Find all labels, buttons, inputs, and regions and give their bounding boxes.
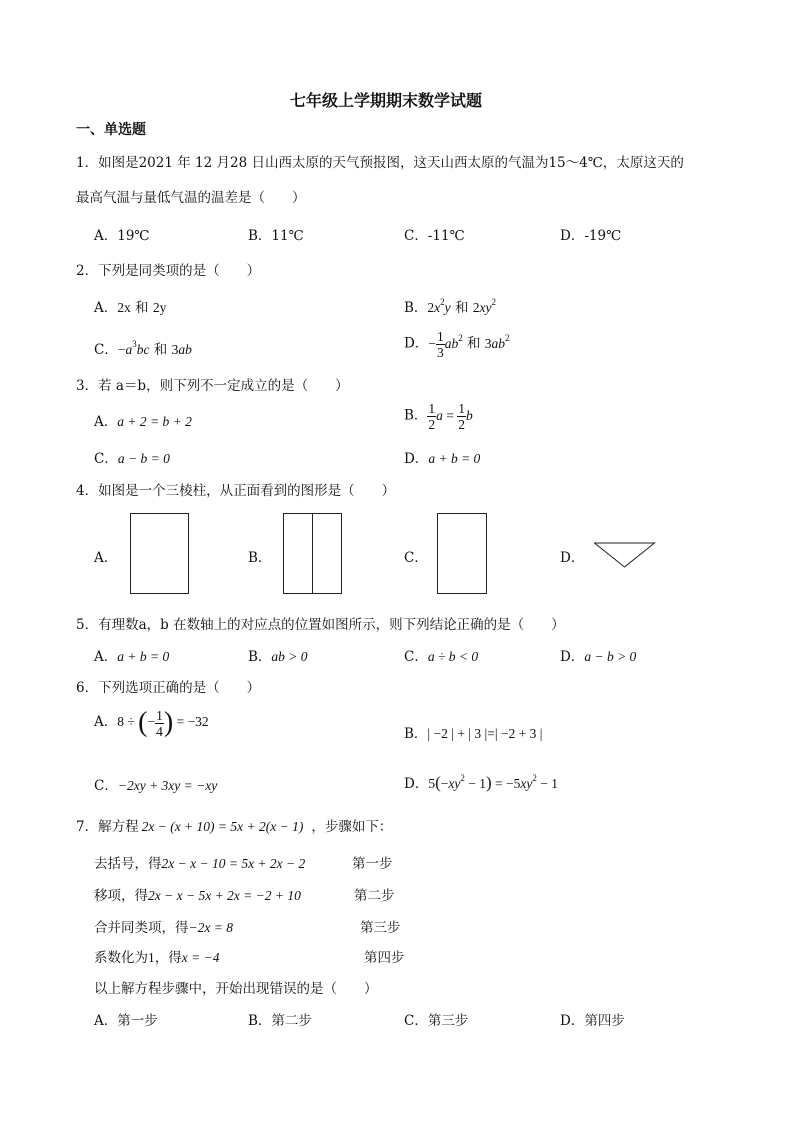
q3-option-b[interactable]: [404, 401, 473, 432]
section-heading: 一、单选题: [76, 122, 146, 138]
q7-step1-expr: 2x − x − 10 = 5x + 2x − 2: [161, 856, 306, 871]
q5-c-expr: a ÷ b < 0: [427, 649, 479, 664]
q1-option-d[interactable]: D．-19℃: [560, 228, 622, 244]
q4-stem: [76, 479, 395, 499]
q2-d-and: 和: [467, 335, 481, 352]
q7-step2-text: 移项，得: [94, 888, 148, 904]
q4-option-a[interactable]: A．: [94, 550, 118, 566]
q5-c-label: C．: [404, 649, 428, 665]
q7-step3: [94, 916, 233, 936]
q5-b-label: B．: [248, 649, 272, 665]
q6-c-label: C．: [94, 778, 118, 794]
q2-number: 2．: [76, 263, 99, 279]
q2-b-and: 和: [454, 300, 469, 316]
q7-option-c[interactable]: C．第三步: [404, 1013, 469, 1029]
q7-step4-text: 系数化为: [94, 950, 148, 966]
q6-b-label: B．: [404, 726, 428, 742]
q2-c-term2: 3ab: [171, 342, 192, 357]
q2-b-term1: $2x^2y$: [427, 297, 451, 315]
q7-step4-expr: x = −4: [181, 950, 220, 965]
q7-stem-a: 解方程: [98, 819, 139, 835]
q3-option-c[interactable]: [94, 447, 170, 467]
q2-stem-text: 下列是同类项的是（ ）: [98, 263, 261, 279]
q6-stem: [76, 676, 260, 696]
q7-option-d[interactable]: D．第四步: [560, 1013, 625, 1029]
q2-option-a[interactable]: [94, 296, 166, 316]
q4-option-d[interactable]: D．: [560, 550, 585, 566]
q3-option-a[interactable]: [94, 410, 192, 430]
q6-option-d[interactable]: [404, 772, 558, 793]
q4-c-rectangle: [438, 514, 487, 594]
q5-option-d[interactable]: [560, 645, 636, 665]
q3-a-label: A．: [94, 414, 118, 430]
q1-line1: [76, 151, 684, 171]
q3-c-label: C．: [94, 451, 118, 467]
q7-step3-expr: −2x = 8: [188, 920, 233, 935]
q5-option-b[interactable]: [248, 645, 308, 665]
q6-number: 6．: [76, 680, 99, 696]
q3-stem-text: 若 a＝b，则下列不一定成立的是（ ）: [98, 378, 349, 394]
q4-d-triangle: [595, 543, 655, 567]
q5-stem-text: 有理数a，b 在数轴上的对应点的位置如图所示，则下列结论正确的是（ ）: [98, 617, 565, 633]
q2-option-b[interactable]: [404, 296, 496, 316]
q5-b-expr: ab > 0: [271, 649, 308, 664]
q5-d-label: D．: [560, 649, 585, 665]
q5-option-c[interactable]: [404, 645, 478, 665]
q1-stem-line2: 最高气温与量低气温的温差是（ ）: [76, 190, 306, 206]
q2-option-c[interactable]: [94, 338, 192, 358]
q4-stem-text: 如图是一个三棱柱，从正面看到的图形是（ ）: [98, 483, 396, 499]
q4-figure-b[interactable]: [283, 513, 343, 595]
q1-option-c[interactable]: C．-11℃: [404, 228, 465, 244]
q7-step2-label: 第二步: [354, 888, 395, 904]
q7-question: 以上解方程步骤中，开始出现错误的是（ ）: [94, 981, 378, 997]
q1-option-a[interactable]: A．19℃: [94, 228, 150, 244]
q6-option-b[interactable]: [404, 722, 542, 742]
q7-step4-label: 第四步: [364, 950, 405, 966]
q3-number: 3．: [76, 378, 99, 394]
q2-d-term1: − $\frac{1}{3}$ $ab^2$: [428, 329, 463, 360]
q2-a-term2: 2y: [152, 300, 167, 315]
q3-a-expr: a + 2 = b + 2: [117, 414, 192, 429]
q6-d-expr: $5(-xy^2 - 1) = -5xy^2 - 1$: [428, 773, 558, 792]
q2-c-term1: $-a^3bc$: [117, 339, 150, 357]
q6-option-c[interactable]: [94, 774, 217, 794]
q6-a-expr: 8 ÷ (− $\frac{1}{4}$ ) = −32: [117, 707, 209, 739]
q3-stem: [76, 374, 349, 394]
q6-option-a[interactable]: [94, 707, 209, 739]
q7-step3-text: 合并同类项，得: [94, 920, 189, 936]
q5-number: 5．: [76, 617, 99, 633]
q6-stem-text: 下列选项正确的是（ ）: [98, 680, 261, 696]
q7-step4-text2: ，得: [154, 950, 182, 966]
q6-a-label: A．: [94, 714, 118, 731]
q7-step2: [94, 884, 301, 904]
q4-option-b[interactable]: B．: [248, 550, 272, 566]
q7-step1-label: 第一步: [352, 856, 393, 872]
q6-d-label: D．: [404, 776, 429, 792]
q2-a-label: A．: [94, 300, 118, 316]
q7-option-a[interactable]: A．第一步: [94, 1013, 158, 1029]
q2-d-label: D．: [404, 335, 429, 352]
q1-number: 1．: [76, 155, 99, 171]
q2-c-label: C．: [94, 342, 118, 358]
q2-stem: [76, 259, 260, 279]
q7-step2-expr: 2x − x − 5x + 2x = −2 + 10: [148, 888, 301, 903]
q1-option-b[interactable]: B．11℃: [248, 228, 304, 244]
q3-b-label: B．: [404, 407, 428, 424]
q7-step3-label: 第三步: [360, 920, 401, 936]
q4-option-c[interactable]: C．: [404, 550, 428, 566]
page-title: 七年级上学期期末数学试题: [290, 91, 483, 110]
q6-c-expr: −2xy + 3xy = −xy: [117, 778, 218, 793]
q3-d-label: D．: [404, 451, 429, 467]
q4-number: 4．: [76, 483, 99, 499]
q2-option-d[interactable]: [404, 329, 510, 360]
q3-b-expr: $\frac{1}{2}$ a = $\frac{1}{2}$ b: [428, 401, 473, 432]
q4-figure-a[interactable]: [130, 513, 190, 595]
q1-stem-line1: 如图是2021 年 12 月28 日山西太原的天气预报图，这天山西太原的气温为15～4℃，太原这天的: [98, 155, 684, 171]
q7-step4: [94, 946, 219, 966]
q2-b-label: B．: [404, 300, 428, 316]
q5-option-a[interactable]: [94, 645, 169, 665]
q7-step4-one: 1: [148, 950, 155, 965]
q5-d-expr: a − b > 0: [584, 649, 637, 664]
q5-a-label: A．: [94, 649, 118, 665]
q2-a-term1: 2x: [117, 300, 131, 315]
q3-d-expr: a + b = 0: [428, 451, 481, 466]
q7-stem: [76, 815, 392, 835]
q2-d-term2: $3ab^2$: [484, 332, 510, 351]
q3-c-expr: a − b = 0: [117, 451, 170, 466]
q2-b-term2: $2xy^2$: [472, 297, 496, 315]
q2-c-and: 和: [153, 342, 168, 358]
q7-number: 7．: [76, 819, 99, 835]
q6-b-expr: | −2 | + | 3 |=| −2 + 3 |: [427, 726, 543, 741]
q5-stem: [76, 613, 565, 633]
q7-step1: [94, 852, 305, 872]
q7-step1-text: 去括号，得: [94, 856, 162, 872]
q3-option-d[interactable]: [404, 447, 480, 467]
q4-figure-c[interactable]: [437, 513, 488, 595]
q7-stem-b: ，步骤如下：: [311, 819, 393, 835]
q7-equation: 2x − (x + 10) = 5x + 2(x − 1): [141, 819, 304, 834]
q5-a-expr: a + b = 0: [117, 649, 170, 664]
q2-a-and: 和: [135, 300, 149, 316]
q7-option-b[interactable]: B．第二步: [248, 1013, 312, 1029]
q4-figure-d[interactable]: [594, 542, 656, 569]
q4-a-rectangle: [131, 514, 189, 594]
